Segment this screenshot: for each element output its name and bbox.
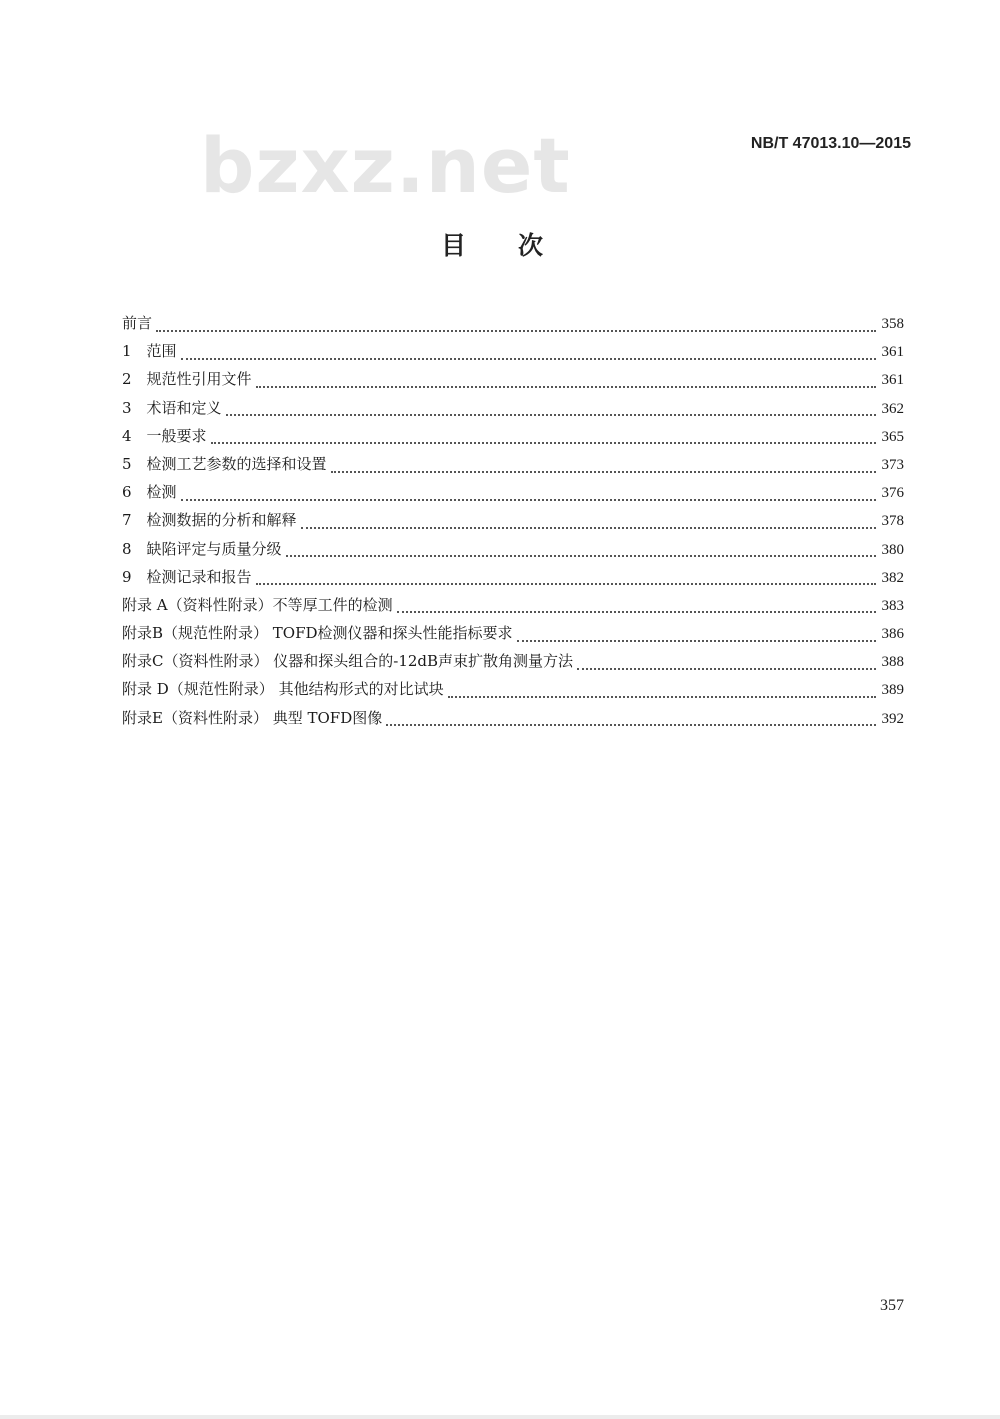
- toc-entry[interactable]: [122, 368, 904, 396]
- toc-entry-label: 附录 A（资料性附录）不等厚工件的检测: [122, 595, 393, 614]
- toc-entry[interactable]: [122, 481, 904, 509]
- toc-leader-dots: [301, 527, 876, 529]
- toc-leader-dots: [181, 499, 876, 501]
- toc-entry-page: 392: [881, 710, 904, 727]
- toc-entry-page: 380: [881, 541, 904, 558]
- toc-entry[interactable]: [122, 650, 904, 678]
- toc-entry-page: 373: [881, 456, 904, 473]
- toc-leader-dots: [286, 555, 876, 557]
- toc-entry[interactable]: [122, 707, 904, 735]
- toc-entry[interactable]: [122, 566, 904, 594]
- toc-entry[interactable]: [122, 453, 904, 481]
- toc-entry-page: 382: [881, 569, 904, 586]
- toc-entry[interactable]: [122, 622, 904, 650]
- toc-leader-dots: [517, 640, 876, 642]
- toc-entry-label: 附录B（规范性附录） TOFD检测仪器和探头性能指标要求: [122, 624, 513, 643]
- toc-leader-dots: [156, 330, 875, 332]
- toc-entry-page: 386: [881, 626, 904, 643]
- toc-entry-page: 389: [881, 682, 904, 699]
- toc-entry[interactable]: [122, 340, 904, 368]
- toc-leader-dots: [397, 611, 876, 613]
- toc-entry-label: 前言: [122, 314, 153, 332]
- toc-entry[interactable]: [122, 397, 904, 425]
- toc-leader-dots: [226, 414, 876, 416]
- toc-entry-label: 4 一般要求: [122, 426, 207, 445]
- toc-leader-dots: [181, 358, 876, 360]
- toc-entry-page: 362: [881, 400, 904, 417]
- table-of-contents: [122, 312, 904, 735]
- watermark: bzxz.net: [200, 121, 571, 210]
- toc-entry[interactable]: [122, 509, 904, 537]
- toc-entry-page: 365: [881, 428, 904, 445]
- toc-leader-dots: [577, 668, 875, 670]
- toc-entry-label: 附录E（资料性附录） 典型 TOFD图像: [122, 708, 383, 727]
- toc-entry[interactable]: [122, 678, 904, 706]
- toc-leader-dots: [331, 471, 876, 473]
- toc-entry-label: 3 术语和定义: [122, 398, 222, 417]
- toc-entry-page: 378: [881, 513, 904, 530]
- toc-entry[interactable]: [122, 312, 904, 340]
- toc-entry-label: 5 检测工艺参数的选择和设置: [122, 454, 327, 473]
- toc-leader-dots: [211, 442, 876, 444]
- toc-entry-label: 2 规范性引用文件: [122, 370, 252, 389]
- toc-entry[interactable]: [122, 425, 904, 453]
- page-number: 357: [880, 1297, 904, 1314]
- toc-entry-label: 1 范围: [122, 342, 177, 361]
- toc-entry[interactable]: [122, 538, 904, 566]
- toc-entry-label: 7 检测数据的分析和解释: [122, 511, 297, 530]
- toc-leader-dots: [256, 386, 876, 388]
- toc-leader-dots: [448, 696, 876, 698]
- toc-leader-dots: [256, 583, 876, 585]
- toc-entry-page: 376: [881, 485, 904, 502]
- toc-entry-label: 附录 D（规范性附录） 其他结构形式的对比试块: [122, 680, 444, 699]
- toc-entry-page: 361: [881, 344, 904, 361]
- page-title: 目次: [440, 231, 595, 260]
- toc-entry-page: 383: [881, 597, 904, 614]
- toc-entry-page: 388: [881, 654, 904, 671]
- toc-entry-page: 358: [881, 316, 904, 332]
- toc-entry-label: 9 检测记录和报告: [122, 567, 252, 586]
- toc-entry-label: 6 检测: [122, 483, 177, 502]
- toc-entry-page: 361: [881, 372, 904, 389]
- toc-entry-label: 8 缺陷评定与质量分级: [122, 539, 282, 558]
- toc-entry-label: 附录C（资料性附录） 仪器和探头组合的-12dB声束扩散角测量方法: [122, 652, 574, 671]
- standard-code: NB/T 47013.10—2015: [750, 135, 911, 152]
- toc-entry[interactable]: [122, 594, 904, 622]
- toc-leader-dots: [386, 724, 875, 726]
- page-bottom-edge: [0, 1415, 1000, 1419]
